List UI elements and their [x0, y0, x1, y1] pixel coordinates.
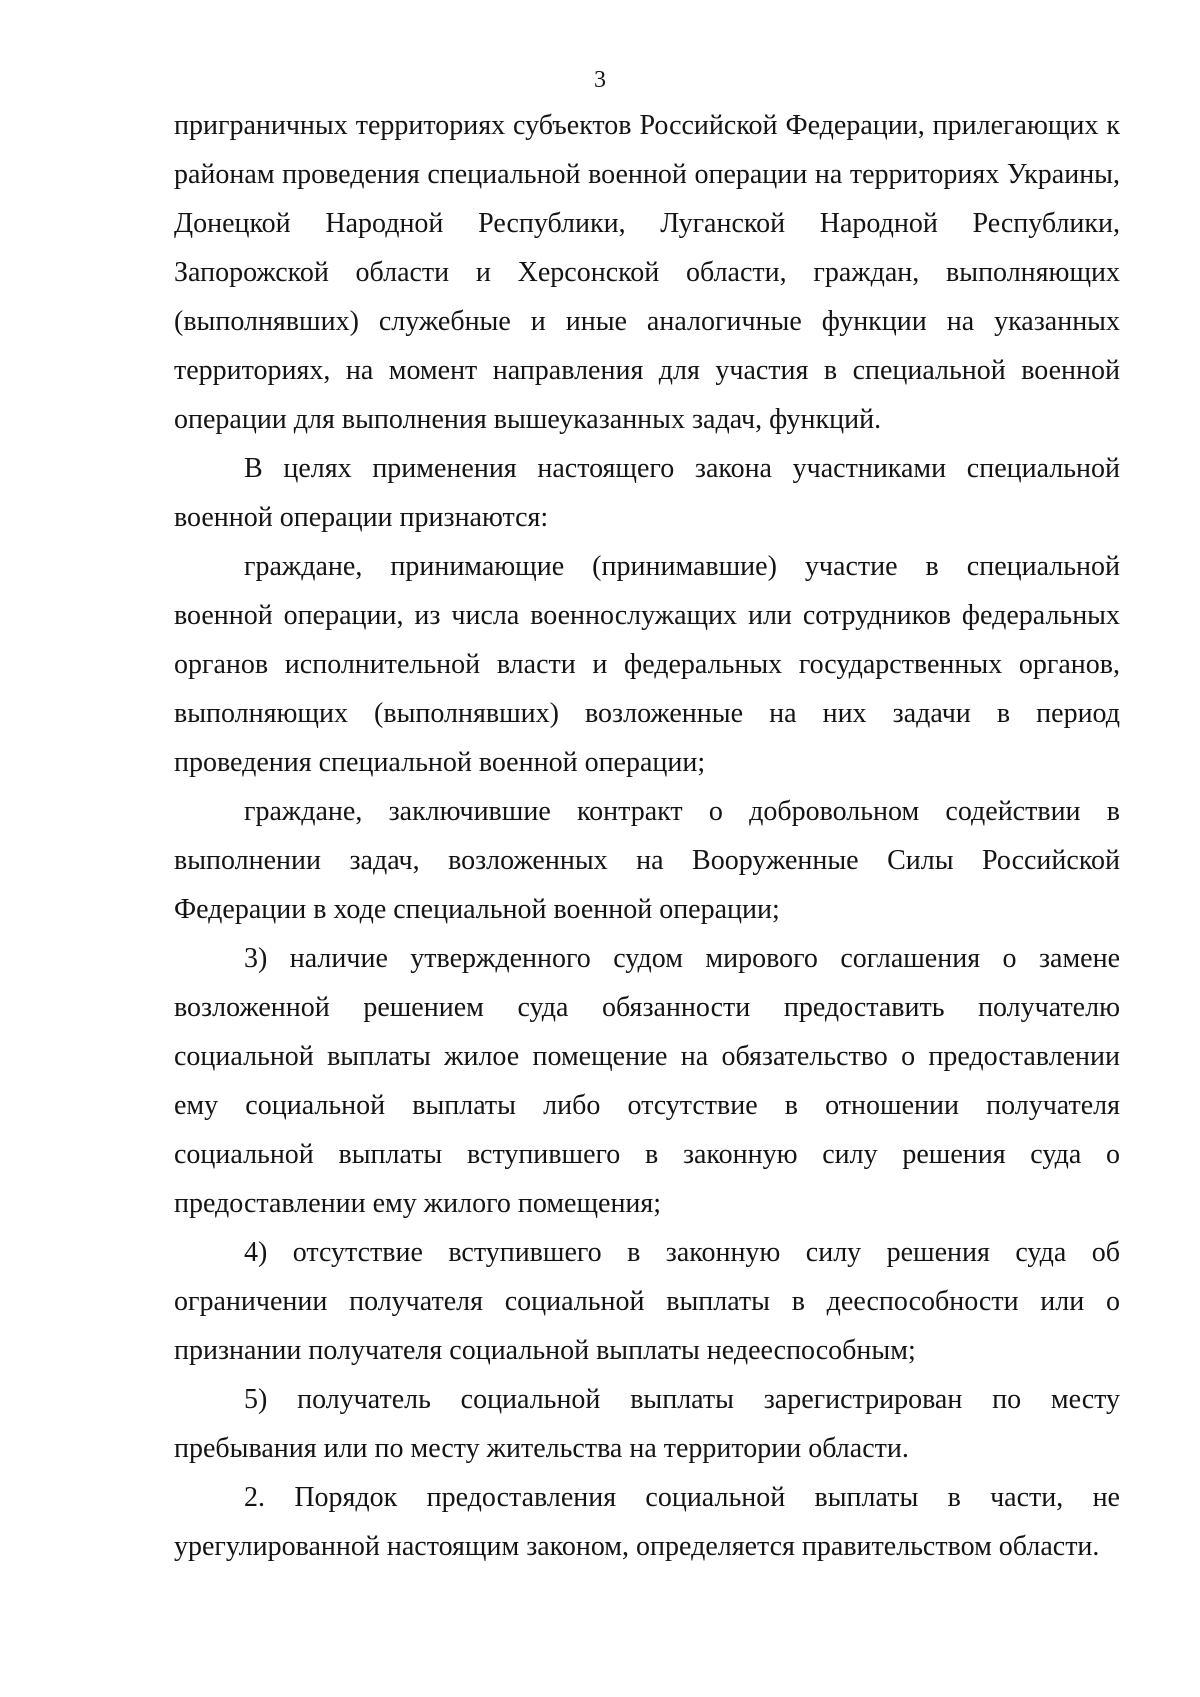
paragraph-item-5: 5) получатель социальной выплаты зарегистрирован по месту пребывания или по месту жительства на территории области.	[174, 1384, 1120, 1464]
paragraph-volunteer-contract: граждане, заключившие контракт о добровольном содействии в выполнении задач, возложенных на Вооруженные Силы Российской Федерации в ходе специальной военной операции;	[174, 796, 1120, 925]
page-number: 3	[594, 67, 606, 93]
paragraph-participants-definition: В целях применения настоящего закона участниками специальной военной операции признаются:	[174, 453, 1120, 533]
paragraph-section-2: 2. Порядок предоставления социальной выплаты в части, не урегулированной настоящим законом, определяется правительством области.	[174, 1482, 1120, 1562]
paragraph-military-personnel: граждане, принимающие (принимавшие) участие в специальной военной операции, из числа военнослужащих или сотрудников федеральных органов исполнительной власти и федеральных государственных органов, выполняющих (выполнявших) возложенные на них задачи в период проведения специальной военной операции;	[174, 551, 1120, 778]
document-body	[174, 101, 1120, 1571]
paragraph-item-4: 4) отсутствие вступившего в законную силу решения суда об ограничении получателя социальной выплаты в дееспособности или о признании получателя социальной выплаты недееспособным;	[174, 1237, 1120, 1366]
paragraph-border-territories: приграничных территориях субъектов Российской Федерации, прилегающих к районам проведения специальной военной операции на территориях Украины, Донецкой Народной Республики, Луганской Народной Республики, Запорожской области и Херсонской области, граждан, выполняющих (выполнявших) служебные и иные аналогичные функции на указанных территориях, на момент направления для участия в специальной военной операции для выполнения вышеуказанных задач, функций.	[174, 110, 1120, 435]
paragraph-item-3: 3) наличие утвержденного судом мирового соглашения о замене возложенной решением суда обязанности предоставить получателю социальной выплаты жилое помещение на обязательство о предоставлении ему социальной выплаты либо отсутствие в отношении получателя социальной выплаты вступившего в законную силу решения суда о предоставлении ему жилого помещения;	[174, 943, 1120, 1219]
